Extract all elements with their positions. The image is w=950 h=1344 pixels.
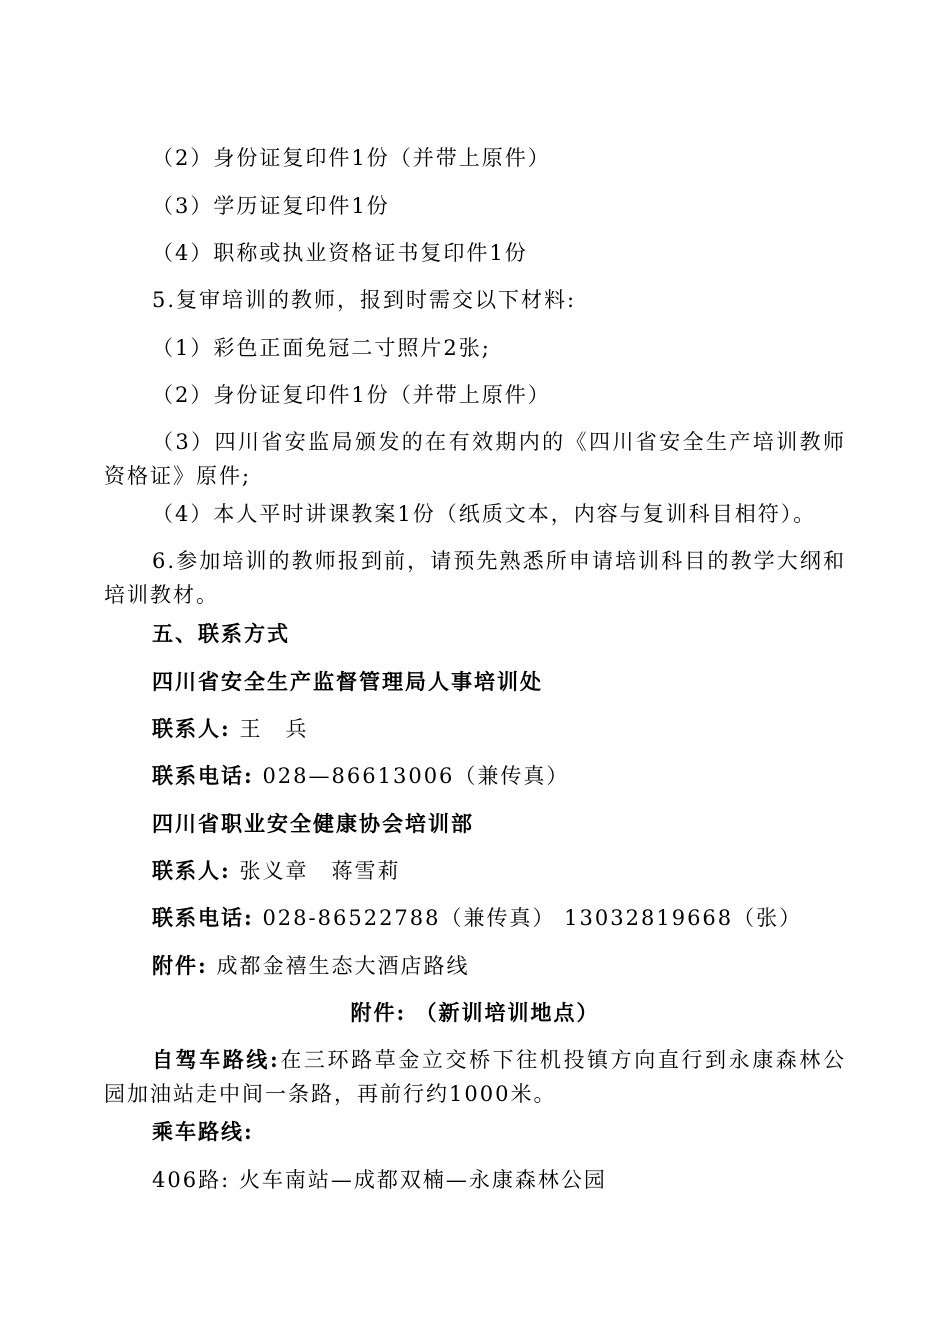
review-item3: （3）四川省安监局颁发的在有效期内的《四川省安全生产培训教师资格证》原件; — [104, 430, 846, 488]
org1-name: 四川省安全生产监督管理局人事培训处 — [152, 669, 543, 694]
item3-diploma: （3）学历证复印件1份 — [152, 194, 390, 218]
item2-id-copy: （2）身份证复印件1份（并带上原件） — [152, 146, 551, 170]
org2-phone-row — [0, 901, 950, 935]
drive-route — [104, 1043, 846, 1111]
org2-phone-label: 联系电话: — [152, 905, 254, 930]
org1-phone-row — [0, 759, 950, 793]
attachment-row — [0, 949, 950, 983]
appendix-title: 附件: （新训培训地点） — [350, 1000, 600, 1025]
org1-person-label: 联系人: — [152, 716, 231, 741]
review-item1: （1）彩色正面免冠二寸照片2张; — [152, 336, 491, 360]
item6: 6.参加培训的教师报到前，请预先熟悉所申请培训科目的教学大纲和培训教材。 — [104, 549, 846, 607]
org2-phone: 028-86522788（兼传真） 13032819668（张） — [253, 906, 803, 930]
attachment-label: 附件: — [152, 953, 208, 978]
attachment-text: 成都金禧生态大酒店路线 — [207, 954, 470, 978]
bus-route: 406路: 火车南站—成都双楠—永康森林公园 — [152, 1168, 607, 1192]
org1-person: 王 兵 — [230, 717, 309, 741]
org2-person: 张义章 蒋雪莉 — [230, 859, 401, 883]
review-header: 5.复审培训的教师，报到时需交以下材料: — [152, 288, 577, 312]
org1-phone: 028—86613006（兼传真） — [253, 764, 570, 788]
review-item4: （4）本人平时讲课教案1份（纸质文本，内容与复训科目相符）。 — [152, 502, 817, 526]
item4-title-cert: （4）职称或执业资格证书复印件1份 — [152, 241, 528, 265]
review-item2: （2）身份证复印件1份（并带上原件） — [152, 383, 551, 407]
drive-text: 在三环路草金立交桥下往机投镇方向直行到永康森林公园加油站走中间一条路，再前行约1000米。 — [104, 1048, 846, 1106]
org1-person-row — [0, 712, 950, 746]
org2-person-row — [0, 854, 950, 888]
contact-heading: 五、联系方式 — [152, 621, 290, 646]
org1-phone-label: 联系电话: — [152, 763, 254, 788]
org2-name: 四川省职业安全健康协会培训部 — [152, 811, 474, 836]
org2-person-label: 联系人: — [152, 858, 231, 883]
drive-label: 自驾车路线: — [152, 1047, 280, 1072]
bus-label: 乘车路线: — [152, 1119, 254, 1144]
